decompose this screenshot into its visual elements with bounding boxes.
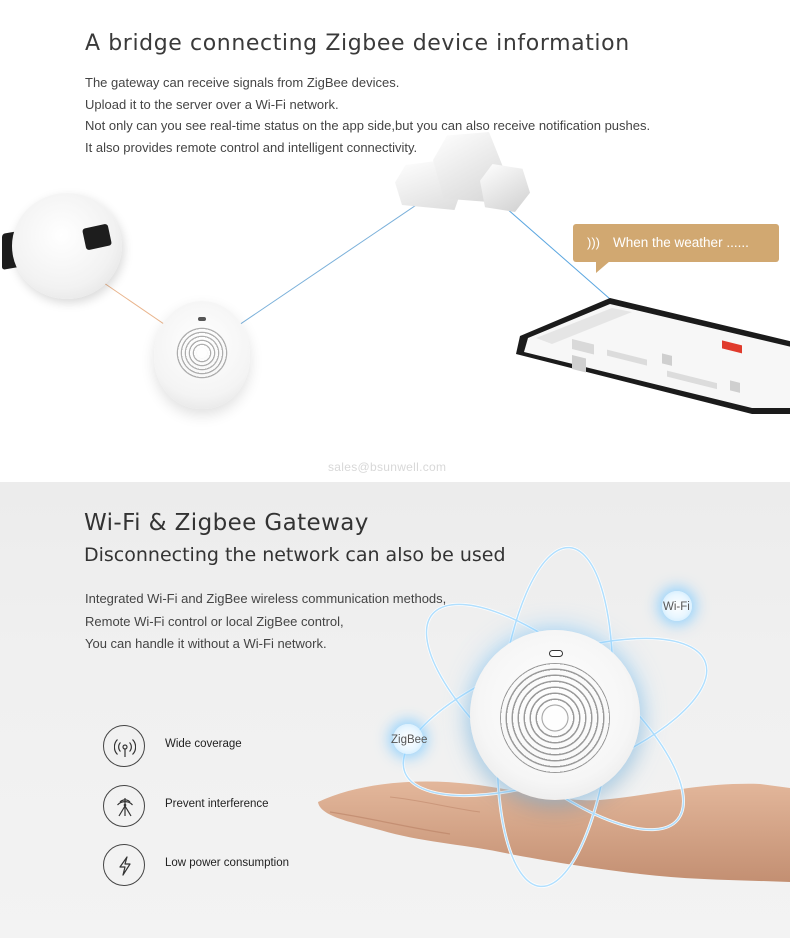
- section-title: Wi-Fi & Zigbee Gateway: [84, 510, 369, 536]
- sound-wave-icon: ))): [587, 235, 600, 250]
- wifi-node-label: Wi-Fi: [663, 601, 690, 613]
- description-line: Not only can you see real-time status on the app side,but you can also receive notification pushes.: [85, 118, 651, 133]
- feature-icon-ring: [103, 725, 145, 767]
- gateway-section: [0, 482, 790, 938]
- gateway-device-large: [470, 630, 640, 800]
- gateway-led: [198, 317, 206, 321]
- notification-bubble: [573, 224, 779, 262]
- feature-label: Wide coverage: [165, 738, 242, 750]
- smartphone: [512, 296, 790, 414]
- zigbee-node-label: ZigBee: [391, 734, 428, 746]
- watermark-email: sales@bsunwell.com: [328, 460, 447, 474]
- feature-label: Low power consumption: [165, 857, 290, 869]
- description-line: Integrated Wi-Fi and ZigBee wireless communication methods,: [85, 591, 447, 606]
- feature-label: Prevent interference: [165, 798, 269, 810]
- cloud-icon: [395, 132, 530, 217]
- gateway-led: [549, 650, 563, 657]
- description-line: You can handle it without a Wi-Fi network.: [85, 636, 327, 651]
- description-line: The gateway can receive signals from ZigBee devices.: [85, 75, 400, 90]
- description-line: Remote Wi-Fi control or local ZigBee control,: [85, 613, 344, 629]
- lightning-icon: [114, 855, 136, 877]
- section-description: [85, 588, 446, 656]
- gateway-speaker-grill: [500, 663, 610, 773]
- bubble-tail: [596, 261, 610, 273]
- section-title: A bridge connecting Zigbee device information: [85, 31, 630, 56]
- section-subtitle: Disconnecting the network can also be used: [84, 544, 506, 566]
- notification-text: When the weather ......: [613, 235, 749, 250]
- description-line: Upload it to the server over a Wi-Fi network.: [85, 96, 339, 112]
- description-line: It also provides remote control and intelligent connectivity.: [85, 139, 418, 155]
- gateway-device: [154, 301, 250, 409]
- feature-icon-ring: [103, 785, 145, 827]
- gateway-speaker-grill: [176, 327, 228, 379]
- signal-icon: [114, 736, 136, 758]
- feature-icon-ring: [103, 844, 145, 886]
- shield-signal-icon: [114, 796, 136, 818]
